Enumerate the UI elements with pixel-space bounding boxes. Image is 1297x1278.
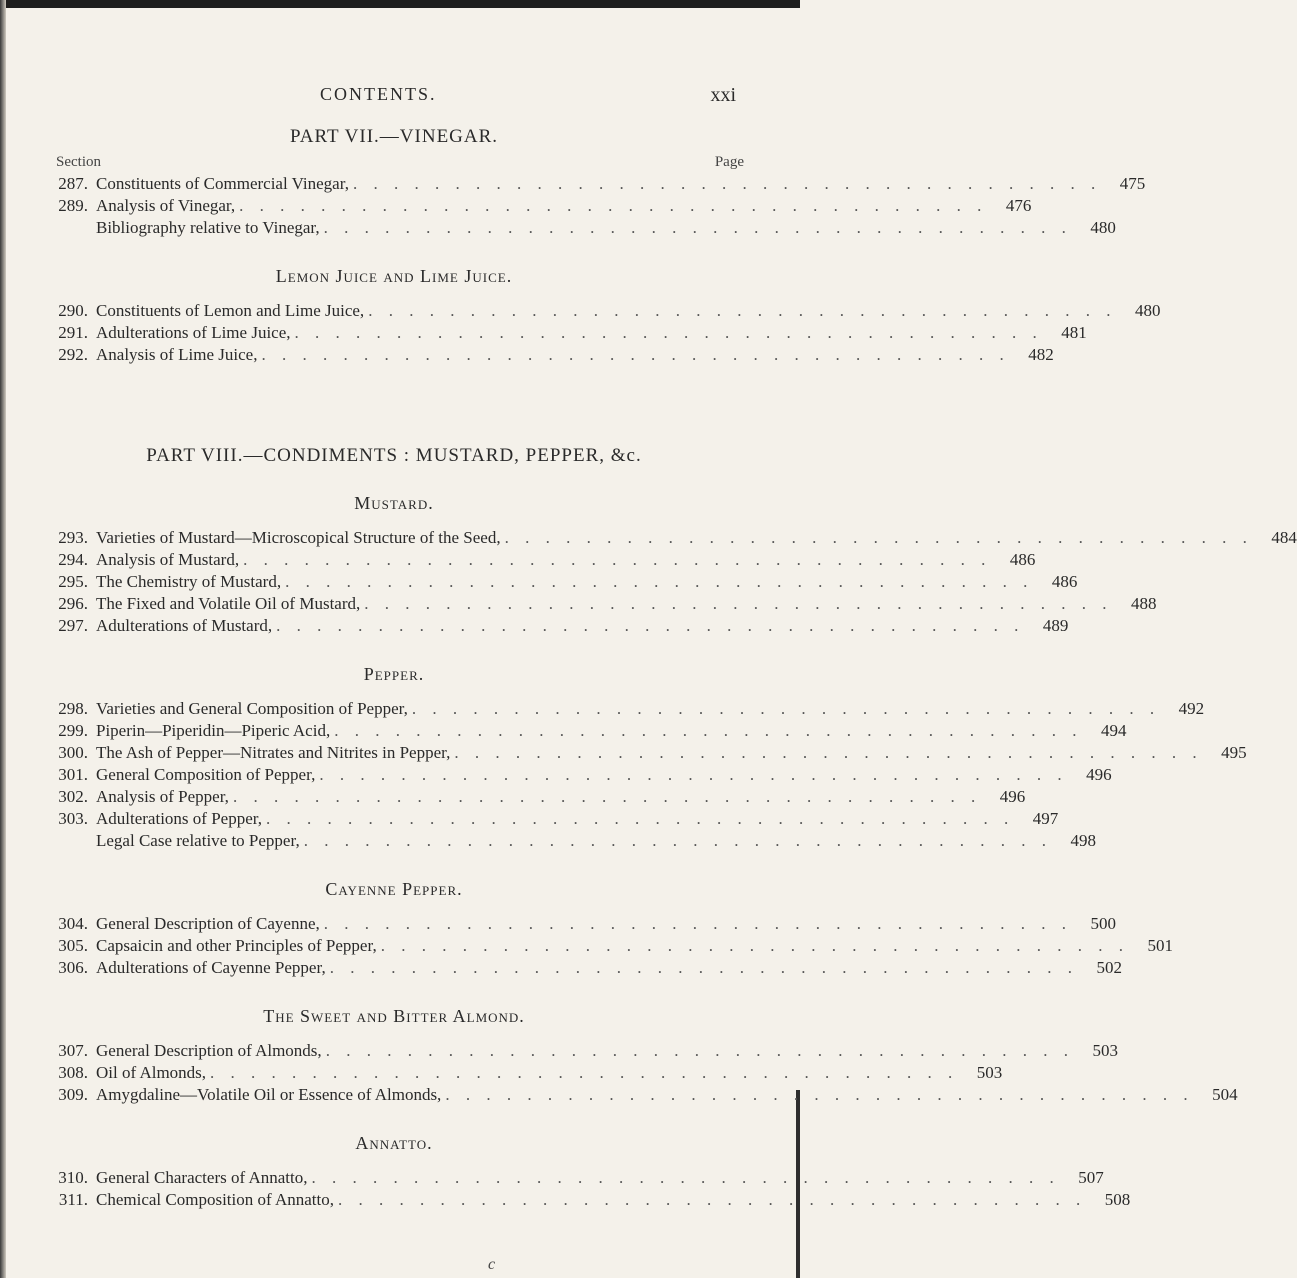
entry-title: Oil of Almonds, (96, 1063, 207, 1082)
page-number: xxi (710, 84, 736, 106)
dot-leader: . . . . . . . . . . . . . . . . . . . . . . . . . . . . . . . . . . . . . (325, 1041, 1074, 1060)
entry-number: 307. (58, 1041, 88, 1060)
entry-title: The Chemistry of Mustard, (96, 572, 282, 591)
toc-group (44, 914, 1173, 980)
entry-title: Chemical Composition of Annatto, (96, 1190, 334, 1209)
entry-page: 497 (1032, 809, 1059, 828)
toc-entry (44, 958, 1122, 980)
toc-entry (44, 721, 1127, 743)
dot-leader: . . . . . . . . . . . . . . . . . . . . . . . . . . . . . . . . . . . . . (285, 572, 1034, 591)
dot-leader: . . . . . . . . . . . . . . . . . . . . . . . . . . . . . . . . . . . . . (329, 958, 1078, 977)
entry-page: 498 (1070, 831, 1096, 850)
section-heading: Cayenne Pepper. (325, 879, 463, 899)
entry-title: Capsaicin and other Principles of Pepper, (96, 936, 377, 955)
entry-title: Analysis of Lime Juice, (96, 345, 258, 364)
entry-title: Adulterations of Lime Juice, (96, 323, 291, 342)
toc-entry (44, 218, 1116, 240)
section-heading: Pepper. (363, 664, 425, 684)
contents-page (44, 120, 1297, 1212)
toc-entry (44, 572, 1078, 594)
entry-page: 482 (1028, 345, 1054, 364)
entry-title: General Description of Cayenne, (96, 914, 320, 933)
part-title: PART VIII.—CONDIMENTS : MUSTARD, PEPPER, &c. (146, 445, 642, 466)
entry-title: Analysis of Vinegar, (96, 196, 236, 215)
entry-title: General Description of Almonds, (96, 1041, 322, 1060)
entry-title: Adulterations of Cayenne Pepper, (96, 958, 326, 977)
entry-page: 502 (1096, 958, 1122, 977)
toc-entry (44, 301, 1161, 323)
entry-number: 298. (58, 699, 88, 718)
toc-group (44, 174, 1146, 240)
toc-entry (44, 1063, 1003, 1085)
section-heading: Lemon Juice and Lime Juice. (275, 266, 513, 286)
toc-entry (44, 831, 1096, 853)
dot-leader: . . . . . . . . . . . . . . . . . . . . . . . . . . . . . . . . . . . . . (210, 1063, 959, 1082)
dot-leader: . . . . . . . . . . . . . . . . . . . . . . . . . . . . . . . . . . . . . (323, 914, 1072, 933)
entry-page: 500 (1090, 914, 1116, 933)
dot-leader: . . . . . . . . . . . . . . . . . . . . . . . . . . . . . . . . . . . . . (364, 594, 1113, 613)
entry-page: 501 (1147, 936, 1173, 955)
toc-entry (44, 345, 1054, 367)
binding-edge (0, 0, 6, 1278)
section-column-head: Section (56, 154, 101, 170)
entry-page: 492 (1178, 699, 1205, 718)
entry-page: 489 (1042, 616, 1069, 635)
entry-page: 481 (1061, 323, 1087, 342)
toc-group (44, 528, 1297, 638)
entry-page: 508 (1104, 1190, 1131, 1209)
dot-leader: . . . . . . . . . . . . . . . . . . . . . . . . . . . . . . . . . . . . . (243, 550, 992, 569)
toc-entry (44, 174, 1146, 196)
page-header (0, 84, 800, 108)
entry-page: 503 (1092, 1041, 1118, 1060)
page-column-head: Page (714, 154, 744, 170)
toc-entry (44, 1168, 1104, 1190)
dot-leader: . . . . . . . . . . . . . . . . . . . . . . . . . . . . . . . . . . . . . (368, 301, 1117, 320)
entry-page: 484 (1271, 528, 1297, 547)
dot-leader: . . . . . . . . . . . . . . . . . . . . . . . . . . . . . . . . . . . . . (352, 174, 1102, 193)
entry-page: 496 (1086, 765, 1112, 784)
entry-page: 486 (1009, 550, 1036, 569)
entry-number: 291. (58, 323, 88, 342)
entry-page: 480 (1134, 301, 1161, 320)
entry-title: Adulterations of Mustard, (96, 616, 273, 635)
entry-number: 302. (58, 787, 88, 806)
toc-group (44, 1041, 1238, 1107)
entry-number: 308. (58, 1063, 88, 1082)
entry-page: 494 (1100, 721, 1127, 740)
toc-entry (44, 1190, 1131, 1212)
entry-page: 486 (1051, 572, 1078, 591)
entry-title: Analysis of Pepper, (96, 787, 229, 806)
entry-number: 301. (58, 765, 88, 784)
toc-group (44, 1168, 1131, 1212)
entry-page: 475 (1119, 174, 1146, 193)
entry-page: 496 (999, 787, 1026, 806)
entry-page: 507 (1078, 1168, 1104, 1187)
entry-title: Varieties of Mustard—Microscopical Structure of the Seed, (96, 528, 501, 547)
section-heading: Mustard. (354, 493, 434, 513)
dot-leader: . . . . . . . . . . . . . . . . . . . . . . . . . . . . . . . . . . . . . (276, 616, 1025, 635)
running-title: CONTENTS. (320, 84, 437, 104)
dot-leader: . . . . . . . . . . . . . . . . . . . . . . . . . . . . . . . . . . . . . (311, 1168, 1060, 1187)
toc-entry (44, 936, 1173, 958)
toc-entry (44, 323, 1087, 345)
entry-page: 495 (1221, 743, 1247, 762)
dot-leader: . . . . . . . . . . . . . . . . . . . . . . . . . . . . . . . . . . . . . (454, 743, 1203, 762)
toc-group (44, 699, 1247, 853)
entry-number: 292. (58, 345, 88, 364)
toc-group (44, 301, 1161, 367)
toc-entry (44, 550, 1036, 572)
toc-entry (44, 616, 1069, 638)
dot-leader: . . . . . . . . . . . . . . . . . . . . . . . . . . . . . . . . . . . . . (504, 528, 1253, 547)
entry-page: 480 (1090, 218, 1116, 237)
entry-page: 476 (1005, 196, 1032, 215)
entry-title: General Composition of Pepper, (96, 765, 316, 784)
page-top-border (0, 0, 800, 8)
entry-title: The Ash of Pepper—Nitrates and Nitrites in Pepper, (96, 743, 451, 762)
entry-number: 305. (58, 936, 88, 955)
entry-title: Bibliography relative to Vinegar, (96, 218, 320, 237)
entry-title: Constituents of Commercial Vinegar, (96, 174, 349, 193)
section-heading: Annatto. (355, 1133, 433, 1153)
toc-entry (44, 1085, 1238, 1107)
entry-number: 294. (58, 550, 88, 569)
entry-number: 289. (58, 196, 88, 215)
entry-number: 310. (58, 1168, 88, 1187)
dot-leader: . . . . . . . . . . . . . . . . . . . . . . . . . . . . . . . . . . . . . (265, 809, 1015, 828)
entry-number: 300. (58, 743, 88, 762)
toc-entry (44, 594, 1157, 616)
toc-entry (44, 809, 1059, 831)
entry-number: 290. (58, 301, 88, 320)
toc-entry (44, 1041, 1118, 1063)
dot-leader: . . . . . . . . . . . . . . . . . . . . . . . . . . . . . . . . . . . . . (239, 196, 988, 215)
entry-number: 299. (58, 721, 88, 740)
entry-title: Adulterations of Pepper, (96, 809, 262, 828)
entry-number: 309. (58, 1085, 88, 1104)
dot-leader: . . . . . . . . . . . . . . . . . . . . . . . . . . . . . . . . . . . . . (337, 1190, 1087, 1209)
entry-number: 287. (58, 174, 88, 193)
dot-leader: . . . . . . . . . . . . . . . . . . . . . . . . . . . . . . . . . . . . . (232, 787, 982, 806)
dot-leader: . . . . . . . . . . . . . . . . . . . . . . . . . . . . . . . . . . . . . (319, 765, 1068, 784)
entry-title: The Fixed and Volatile Oil of Mustard, (96, 594, 361, 613)
entry-number: 304. (58, 914, 88, 933)
signature-mark: c (488, 1256, 496, 1273)
dot-leader: . . . . . . . . . . . . . . . . . . . . . . . . . . . . . . . . . . . . . (334, 721, 1083, 740)
toc-entry (44, 528, 1297, 550)
entry-number: 311. (58, 1190, 88, 1209)
dot-leader: . . . . . . . . . . . . . . . . . . . . . . . . . . . . . . . . . . . . . (303, 831, 1052, 850)
toc-entry (44, 765, 1112, 787)
toc-entry (44, 699, 1205, 721)
entry-title: Varieties and General Composition of Pepper, (96, 699, 408, 718)
entry-number: 303. (58, 809, 88, 828)
dot-leader: . . . . . . . . . . . . . . . . . . . . . . . . . . . . . . . . . . . . . (261, 345, 1010, 364)
entry-title: Legal Case relative to Pepper, (96, 831, 300, 850)
toc-entry (44, 914, 1116, 936)
entry-page: 504 (1212, 1085, 1238, 1104)
entry-number: 296. (58, 594, 88, 613)
entry-title: Piperin—Piperidin—Piperic Acid, (96, 721, 331, 740)
entry-page: 488 (1131, 594, 1157, 613)
dot-leader: . . . . . . . . . . . . . . . . . . . . . . . . . . . . . . . . . . . . . (294, 323, 1043, 342)
toc-entry (44, 743, 1247, 765)
part-title: PART VII.—VINEGAR. (289, 126, 499, 147)
entry-number: 293. (58, 528, 88, 547)
dot-leader: . . . . . . . . . . . . . . . . . . . . . . . . . . . . . . . . . . . . . (380, 936, 1129, 955)
entry-page: 503 (976, 1063, 1003, 1082)
dot-leader: . . . . . . . . . . . . . . . . . . . . . . . . . . . . . . . . . . . . . (411, 699, 1161, 718)
toc-entry (44, 196, 1032, 218)
entry-title: General Characters of Annatto, (96, 1168, 308, 1187)
entry-title: Amygdaline—Volatile Oil or Essence of Almonds, (96, 1085, 442, 1104)
entry-number: 297. (58, 616, 88, 635)
entry-title: Constituents of Lemon and Lime Juice, (96, 301, 365, 320)
column-heads (44, 154, 744, 174)
entry-number: 295. (58, 572, 88, 591)
dot-leader: . . . . . . . . . . . . . . . . . . . . . . . . . . . . . . . . . . . . . (323, 218, 1072, 237)
toc-entry (44, 787, 1026, 809)
dot-leader: . . . . . . . . . . . . . . . . . . . . . . . . . . . . . . . . . . . . . (445, 1085, 1194, 1104)
section-heading: The Sweet and Bitter Almond. (263, 1006, 525, 1026)
entry-number: 306. (58, 958, 88, 977)
entry-title: Analysis of Mustard, (96, 550, 240, 569)
